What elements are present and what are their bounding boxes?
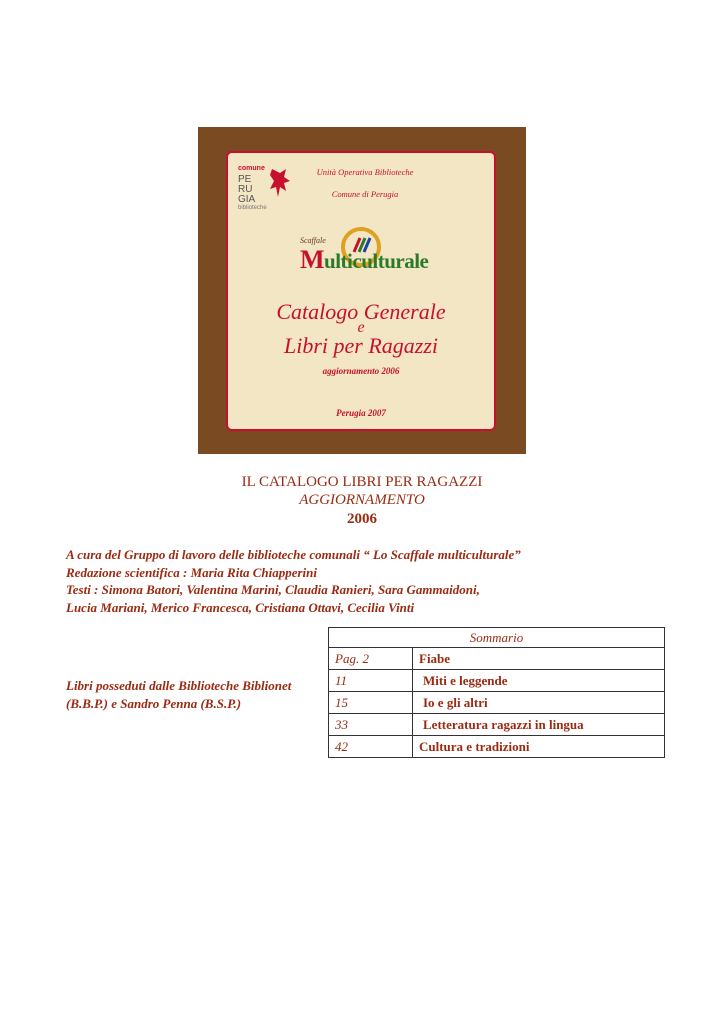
credits-line: Redazione scientifica : Maria Rita Chiapperini bbox=[66, 564, 317, 580]
toc-page: Pag. 2 bbox=[329, 648, 413, 670]
toc-title: Cultura e tradizioni bbox=[413, 736, 665, 758]
cover-title-line1: Catalogo Generale bbox=[276, 299, 446, 324]
comune-perugia-logo bbox=[238, 165, 288, 215]
owned-note bbox=[66, 677, 291, 713]
table-row bbox=[329, 714, 665, 736]
credits-line: A cura del Gruppo di lavoro delle biblioteche comunali “ Lo Scaffale multiculturale” bbox=[66, 547, 521, 562]
sommario-table bbox=[328, 627, 665, 758]
multi-first-letter: M bbox=[300, 245, 325, 274]
logo-line-1: PE bbox=[238, 174, 252, 185]
logo-line-2: RU bbox=[238, 184, 253, 195]
table-row bbox=[329, 648, 665, 670]
scaffale-label: Scaffale bbox=[300, 236, 326, 245]
table-row bbox=[329, 736, 665, 758]
catalog-subheading: AGGIORNAMENTO bbox=[299, 492, 425, 508]
toc-page: 15 bbox=[329, 692, 413, 714]
sommario-header-row bbox=[329, 628, 665, 648]
toc-page: 42 bbox=[329, 736, 413, 758]
toc-page: 11 bbox=[329, 670, 413, 692]
logo-line-3: GIA bbox=[238, 194, 256, 205]
cover-panel bbox=[226, 151, 496, 431]
catalog-year: 2006 bbox=[347, 511, 377, 527]
credits-line: Lucia Mariani, Merico Francesca, Cristiana Ottavi, Cecilia Vinti bbox=[66, 599, 415, 615]
toc-title: Io e gli altri bbox=[413, 692, 665, 714]
table-row bbox=[329, 670, 665, 692]
owned-line-1: Libri posseduti dalle Biblioteche Biblionet bbox=[66, 678, 292, 693]
sommario-title: Sommario bbox=[329, 628, 665, 648]
logo-biblioteche-text: biblioteche bbox=[238, 205, 267, 211]
griffin-icon bbox=[268, 167, 292, 201]
multi-rest: ulticulturale bbox=[324, 249, 429, 273]
cover-place-year: Perugia 2007 bbox=[336, 408, 386, 418]
credits-line: Testi : Simona Batori, Valentina Marini, Claudia Ranieri, Sara Gammaidoni, bbox=[66, 582, 480, 597]
toc-title: Letteratura ragazzi in lingua bbox=[413, 714, 665, 736]
cover-title-e: e bbox=[357, 319, 365, 336]
cover-title-line2: Libri per Ragazzi bbox=[283, 333, 439, 358]
multiculturale-logo-text bbox=[300, 245, 428, 275]
table-row bbox=[329, 692, 665, 714]
unit-label: Unità Operativa Biblioteche bbox=[316, 167, 414, 177]
toc-page: 33 bbox=[329, 714, 413, 736]
cover-image bbox=[198, 127, 526, 454]
credits-block bbox=[66, 546, 521, 616]
toc-title: Fiabe bbox=[413, 648, 665, 670]
logo-comune-text: comune bbox=[238, 165, 265, 172]
cover-update: aggiornamento 2006 bbox=[322, 366, 400, 376]
catalog-heading: IL CATALOGO LIBRI PER RAGAZZI bbox=[241, 474, 483, 490]
comune-label: Comune di Perugia bbox=[331, 189, 399, 199]
owned-line-2: (B.B.P.) e Sandro Penna (B.S.P.) bbox=[66, 696, 242, 711]
toc-title: Miti e leggende bbox=[413, 670, 665, 692]
